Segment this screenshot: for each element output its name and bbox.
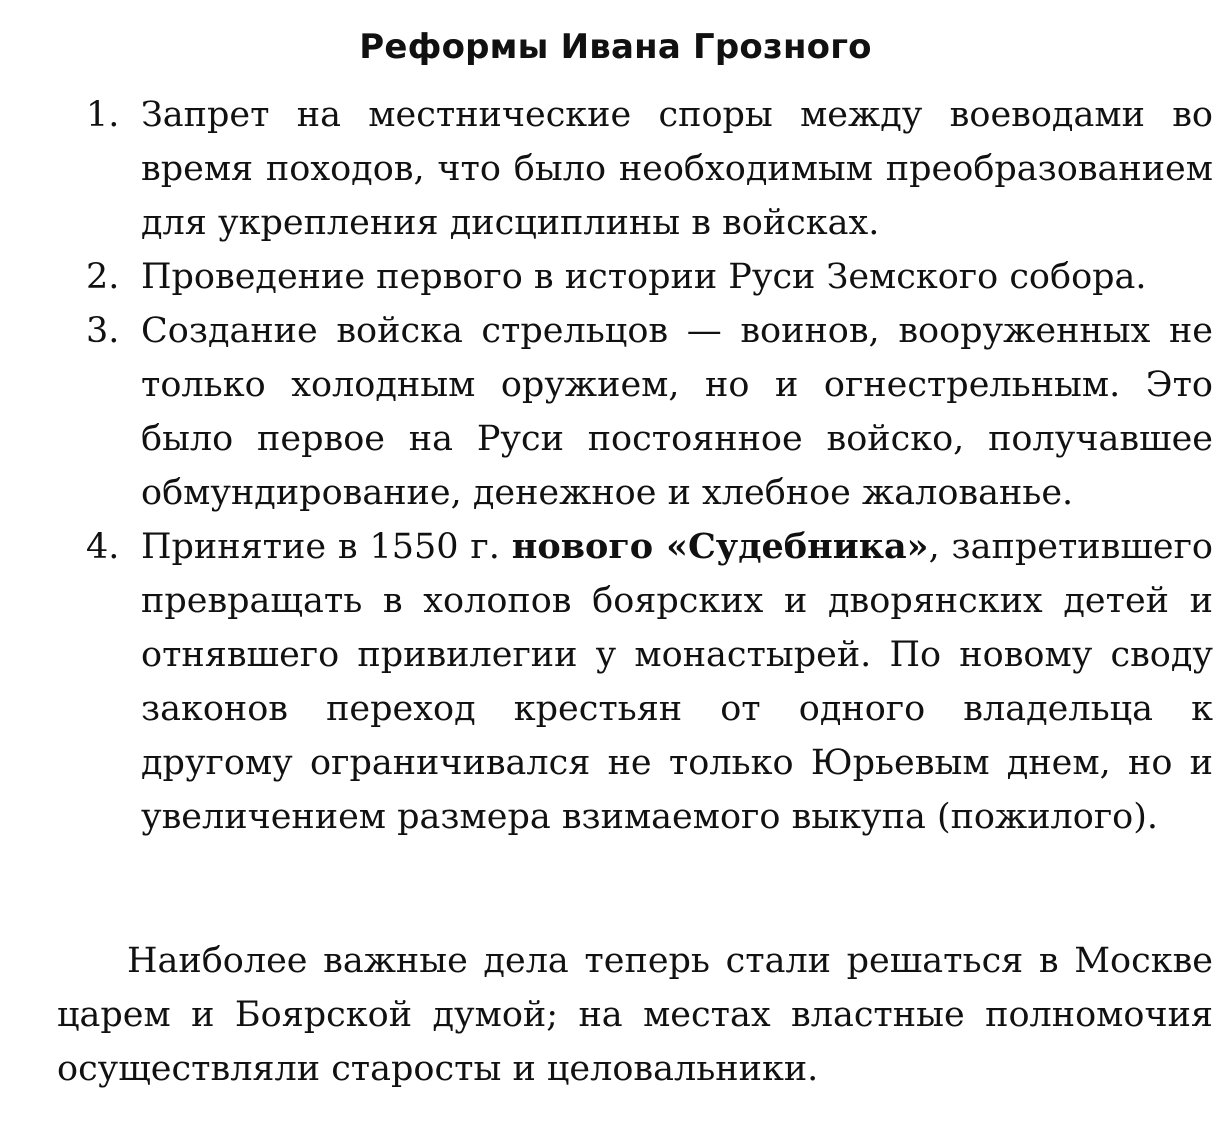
list-item-text-before: Принятие в 1550 г.	[141, 527, 512, 567]
list-item-4	[0, 520, 1231, 844]
list-item-number: 2.	[86, 257, 120, 297]
list-item-3	[0, 304, 1231, 520]
list-item-text: Запрет на местнические споры между воеводами во время походов, что было необходимым преобразованием для укрепления дисциплины в войсках.	[141, 95, 1213, 243]
sudebnik-term: нового «Судебника»	[511, 526, 929, 567]
closing-paragraph: Наиболее важные дела теперь стали решаться в Москве царем и Боярской думой; на местах властные полномочия осуществляли старосты и целовальники.	[57, 941, 1213, 1089]
list-item-1	[0, 88, 1231, 250]
list-item-number: 1.	[86, 95, 120, 135]
list-item-2	[0, 250, 1231, 304]
reforms-list	[0, 88, 1231, 844]
document-title: Реформы Ивана Грозного	[359, 27, 872, 67]
list-item-text: Создание войска стрельцов — воинов, вооруженных не только холодным оружием, но и огнестрельным. Это было первое на Руси постоянное войско, получавшее обмундирование, денежное и хлебное жалованье.	[141, 311, 1213, 513]
list-item-number: 3.	[86, 311, 120, 351]
list-item-text-after: , запретившего превращать в холопов боярских и дворянских детей и отнявшего привилегии у монастырей. По новому своду законов переход крестьян от одного владельца к другому ограничивался не только Юрьевым днем, но и увеличением размера взимаемого выкупа (пожилого).	[141, 527, 1214, 837]
list-item-text: Проведение первого в истории Руси Земского собора.	[141, 257, 1147, 297]
list-item-number: 4.	[86, 527, 120, 567]
